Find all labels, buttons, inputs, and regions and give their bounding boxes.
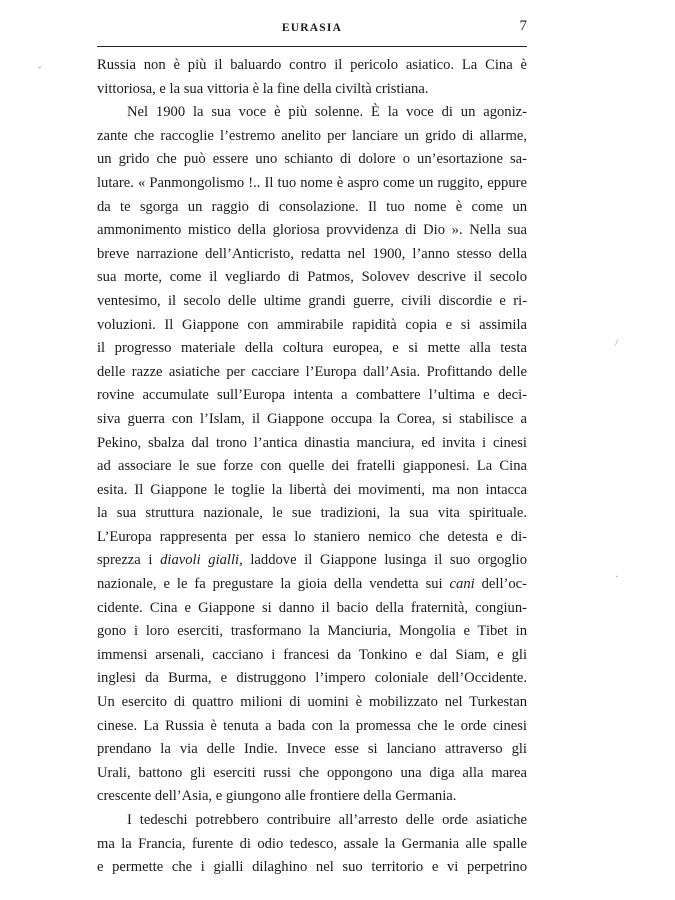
text-line (97, 573, 527, 597)
text-line: delle razze asiatiche per cacciare l’Europa dall’Asia. Profittando delle (97, 363, 527, 380)
text-line: sua morte, come il vegliardo di Patmos, Solovev descrive il secolo (97, 269, 527, 286)
text-line: ventesimo, il secolo delle ultime grandi guerre, civili discordie e ri- (97, 292, 527, 309)
text-line: un grido che può essere uno schianto di dolore o un’esortazione sa- (97, 151, 527, 168)
text-line: Un esercito di quattro milioni di uomini è mobilizzato nel Turkestan (97, 694, 527, 711)
text-line: Pekino, sbalza dal trono l’antica dinastia manciura, ed invita i cinesi (97, 434, 527, 451)
text-line: breve narrazione dell’Anticristo, redatta nel 1900, l’anno stesso della (97, 245, 527, 262)
italic-phrase: diavoli gialli, (160, 552, 243, 569)
text-line: esita. Il Giappone le toglie la libertà dei movimenti, ma non intacca (97, 481, 527, 498)
text-segment: sprezza i (97, 552, 161, 569)
scan-speck: - (38, 62, 42, 73)
text-line: e permette che i gialli dilaghino nel suo territorio e vi perpetrino (97, 859, 527, 876)
text-segment: laddove il Giappone lusinga il suo orgoglio (242, 552, 527, 569)
text-line: siva guerra con l’Islam, il Giappone occupa la Corea, si stabilisce a (97, 410, 527, 427)
text-line: ad associare le sue forze con quelle dei fratelli giapponesi. La Cina (97, 458, 527, 475)
scan-speck: · (615, 572, 619, 583)
header-rule (97, 46, 527, 47)
text-line (97, 549, 527, 573)
running-title: EURASIA (281, 22, 343, 34)
text-line: la sua struttura nazionale, le sue tradizioni, la sua vita spirituale. (97, 505, 527, 522)
text-line: ammonimento mistico della gloriosa provvidenza di Dio ». Nella sua (97, 222, 527, 239)
text-line: lutare. « Panmongolismo !.. Il tuo nome è aspro come un ruggito, eppure (97, 174, 527, 191)
text-line: cinese. La Russia è tenuta a bada con la promessa che le orde cinesi (97, 717, 527, 734)
text-line: Urali, battono gli eserciti russi che oppongono una diga alla marea (97, 764, 527, 781)
text-line: gono i loro eserciti, trasformano la Manciuria, Mongolia e Tibet in (97, 623, 527, 640)
text-line: Nel 1900 la sua voce è più solenne. È la voce di un agoniz- (127, 104, 527, 121)
text-line: rovine accumulate sull’Europa intenta a combattere l’ultima e deci- (97, 387, 527, 404)
text-line: crescente dell’Asia, e giungono alle frontiere della Germania. (97, 788, 457, 805)
text-line: cidente. Cina e Giappone si danno il bacio della fraternità, congiun- (97, 599, 527, 616)
text-line: ma la Francia, furente di odio tedesco, assale la Germania alle spalle (97, 835, 527, 852)
page-header (97, 18, 527, 44)
text-line: da te sgorga un raggio di consolazione. Il tuo nome è come un (97, 198, 527, 215)
text-line: L’Europa rappresenta per essa lo staniero nemico che detesta e di- (97, 528, 527, 545)
text-line: prendano la via delle Indie. Invece esse si lanciano attraverso gli (97, 741, 527, 758)
text-line: il progresso materiale della coltura europea, e si mette alla testa (97, 340, 527, 357)
text-line: inglesi da Burma, e distruggono l’impero coloniale dell’Occidente. (97, 670, 527, 687)
text-segment: dell’oc- (474, 576, 527, 593)
scan-speck: / (615, 338, 618, 349)
text-segment: nazionale, e le fa pregustare la gioia della vendetta sui (97, 576, 450, 593)
italic-word: cani (449, 576, 475, 593)
text-line: I tedeschi potrebbero contribuire all’arresto delle orde asiatiche (127, 812, 527, 828)
text-line: vittoriosa, e la sua vittoria è la fine della civiltà cristiana. (97, 80, 429, 97)
text-line: zante che raccoglie l’estremo anelito per lanciare un grido di allarme, (97, 127, 527, 144)
text-line: voluzioni. Il Giappone con ammirabile rapidità copia e si assimila (97, 316, 527, 333)
text-line: immensi arsenali, cacciano i francesi da Tonkino e dal Siam, e gli (97, 646, 527, 663)
body-text (97, 54, 527, 880)
page-number: 7 (519, 18, 527, 34)
text-line: Russia non è più il baluardo contro il pericolo asiatico. La Cina è (97, 57, 527, 73)
